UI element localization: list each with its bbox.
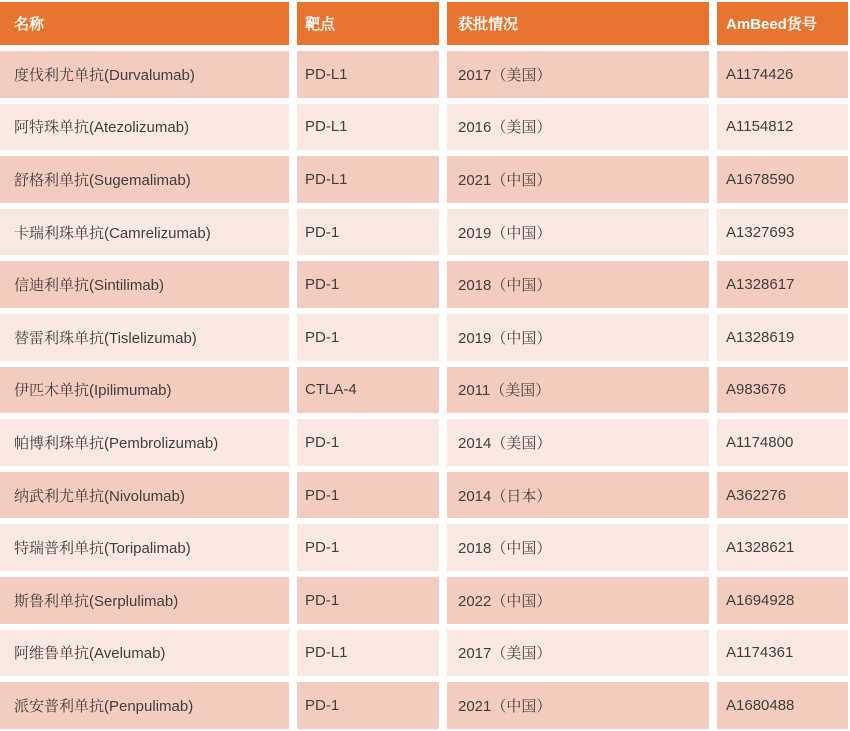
cell-target: PD-L1: [297, 51, 439, 98]
cell-approval: 2022（中国）: [447, 577, 709, 624]
cell-target: PD-1: [297, 209, 439, 256]
cell-name: 斯鲁利单抗(Serplulimab): [0, 577, 289, 624]
cell-name: 度伐利尤单抗(Durvalumab): [0, 51, 289, 98]
cell-target: PD-1: [297, 682, 439, 729]
cell-approval: 2021（中国）: [447, 156, 709, 203]
cell-approval: 2014（日本）: [447, 472, 709, 519]
cell-name: 舒格利单抗(Sugemalimab): [0, 156, 289, 203]
cell-catalog: A983676: [717, 367, 848, 414]
cell-catalog: A1174426: [717, 51, 848, 98]
cell-name: 特瑞普利单抗(Toripalimab): [0, 524, 289, 571]
cell-catalog: A1174361: [717, 630, 848, 677]
cell-approval: 2018（中国）: [447, 261, 709, 308]
cell-name: 纳武利尤单抗(Nivolumab): [0, 472, 289, 519]
cell-catalog: A1680488: [717, 682, 848, 729]
cell-name: 阿维鲁单抗(Avelumab): [0, 630, 289, 677]
cell-approval: 2021（中国）: [447, 682, 709, 729]
column-header-name: 名称: [0, 2, 289, 45]
cell-name: 替雷利珠单抗(Tislelizumab): [0, 314, 289, 361]
cell-catalog: A1328621: [717, 524, 848, 571]
cell-target: PD-1: [297, 419, 439, 466]
column-header-approval: 获批情况: [447, 2, 709, 45]
cell-catalog: A1328617: [717, 261, 848, 308]
cell-approval: 2016（美国）: [447, 104, 709, 151]
cell-catalog: A1678590: [717, 156, 848, 203]
cell-approval: 2011（美国）: [447, 367, 709, 414]
cell-approval: 2019（中国）: [447, 314, 709, 361]
antibody-table: [0, 2, 848, 729]
cell-approval: 2017（美国）: [447, 630, 709, 677]
cell-approval: 2014（美国）: [447, 419, 709, 466]
cell-catalog: A1328619: [717, 314, 848, 361]
cell-target: PD-1: [297, 577, 439, 624]
cell-catalog: A362276: [717, 472, 848, 519]
cell-catalog: A1154812: [717, 104, 848, 151]
cell-target: PD-L1: [297, 630, 439, 677]
cell-name: 伊匹木单抗(Ipilimumab): [0, 367, 289, 414]
cell-target: PD-L1: [297, 104, 439, 151]
cell-target: PD-1: [297, 261, 439, 308]
cell-target: PD-1: [297, 314, 439, 361]
column-header-catalog: AmBeed货号: [717, 2, 848, 45]
cell-target: PD-1: [297, 472, 439, 519]
cell-approval: 2019（中国）: [447, 209, 709, 256]
cell-name: 派安普利单抗(Penpulimab): [0, 682, 289, 729]
cell-catalog: A1694928: [717, 577, 848, 624]
cell-target: PD-1: [297, 524, 439, 571]
cell-target: PD-L1: [297, 156, 439, 203]
cell-approval: 2017（美国）: [447, 51, 709, 98]
cell-name: 信迪利单抗(Sintilimab): [0, 261, 289, 308]
cell-catalog: A1327693: [717, 209, 848, 256]
cell-name: 阿特珠单抗(Atezolizumab): [0, 104, 289, 151]
cell-name: 帕博利珠单抗(Pembrolizumab): [0, 419, 289, 466]
cell-approval: 2018（中国）: [447, 524, 709, 571]
cell-catalog: A1174800: [717, 419, 848, 466]
cell-target: CTLA-4: [297, 367, 439, 414]
column-header-target: 靶点: [297, 2, 439, 45]
cell-name: 卡瑞利珠单抗(Camrelizumab): [0, 209, 289, 256]
